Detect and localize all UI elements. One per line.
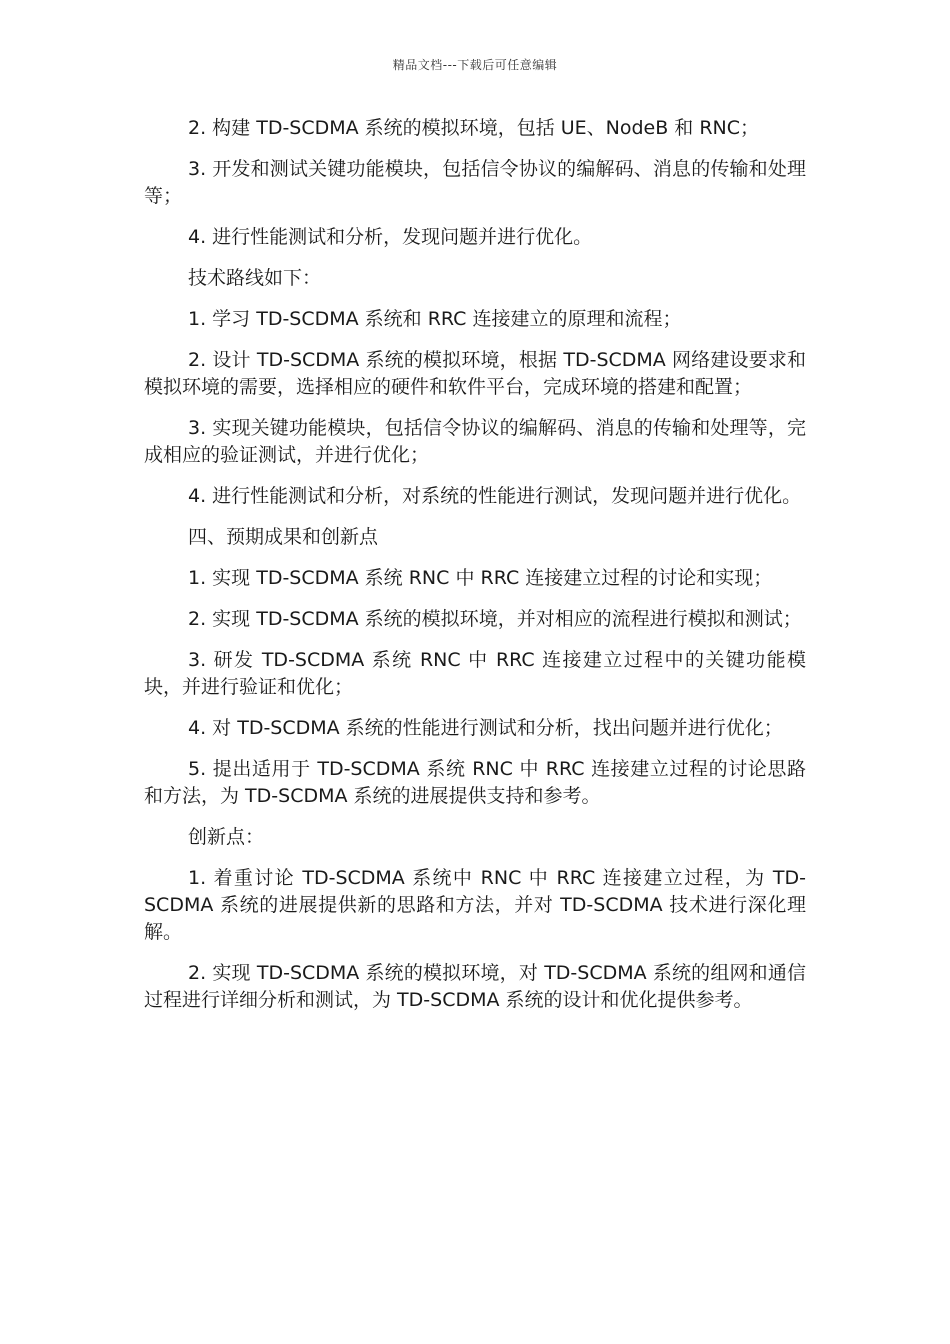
paragraph-goal-2: 2. 构建 TD-SCDMA 系统的模拟环境，包括 UE、NodeB 和 RNC； (188, 117, 760, 139)
paragraph-goal-4: 4. 进行性能测试和分析，发现问题并进行优化。 (188, 226, 593, 248)
paragraph-result-3: 3. 研发 TD-SCDMA 系统 RNC 中 RRC 连接建立过程中的关键功能模块，并进行验证和优化； (144, 649, 806, 698)
paragraph-route-3: 3. 实现关键功能模块，包括信令协议的编解码、消息的传输和处理等，完成相应的验证测试，并进行优化； (144, 417, 806, 466)
paragraph-route-4: 4. 进行性能测试和分析，对系统的性能进行测试，发现问题并进行优化。 (188, 485, 802, 507)
document-body (144, 115, 806, 1028)
paragraph-innovation-2: 2. 实现 TD-SCDMA 系统的模拟环境，对 TD-SCDMA 系统的组网和通信过程进行详细分析和测试，为 TD-SCDMA 系统的设计和优化提供参考。 (144, 962, 806, 1011)
paragraph-result-5: 5. 提出适用于 TD-SCDMA 系统 RNC 中 RRC 连接建立过程的讨论思路和方法，为 TD-SCDMA 系统的进展提供支持和参考。 (144, 758, 806, 807)
paragraph-route-1: 1. 学习 TD-SCDMA 系统和 RRC 连接建立的原理和流程； (188, 308, 682, 330)
paragraph-result-4: 4. 对 TD-SCDMA 系统的性能进行测试和分析，找出问题并进行优化； (188, 717, 783, 739)
paragraph-result-2: 2. 实现 TD-SCDMA 系统的模拟环境，并对相应的流程进行模拟和测试； (188, 608, 802, 630)
heading-innovations: 创新点： (188, 826, 265, 848)
paragraph-goal-3: 3. 开发和测试关键功能模块，包括信令协议的编解码、消息的传输和处理等； (144, 158, 806, 207)
section-heading-expected-results: 四、预期成果和创新点 (188, 526, 379, 548)
paragraph-innovation-1: 1. 着重讨论 TD-SCDMA 系统中 RNC 中 RRC 连接建立过程，为 TD-SCDMA 系统的进展提供新的思路和方法，并对 TD-SCDMA 技术进行深化理解。 (144, 867, 806, 943)
heading-technical-route: 技术路线如下： (188, 267, 322, 289)
paragraph-route-2: 2. 设计 TD-SCDMA 系统的模拟环境，根据 TD-SCDMA 网络建设要求和模拟环境的需要，选择相应的硬件和软件平台，完成环境的搭建和配置； (144, 349, 806, 398)
page-header: 精品文档---下载后可任意编辑 (392, 58, 558, 72)
paragraph-result-1: 1. 实现 TD-SCDMA 系统 RNC 中 RRC 连接建立过程的讨论和实现； (188, 567, 773, 589)
